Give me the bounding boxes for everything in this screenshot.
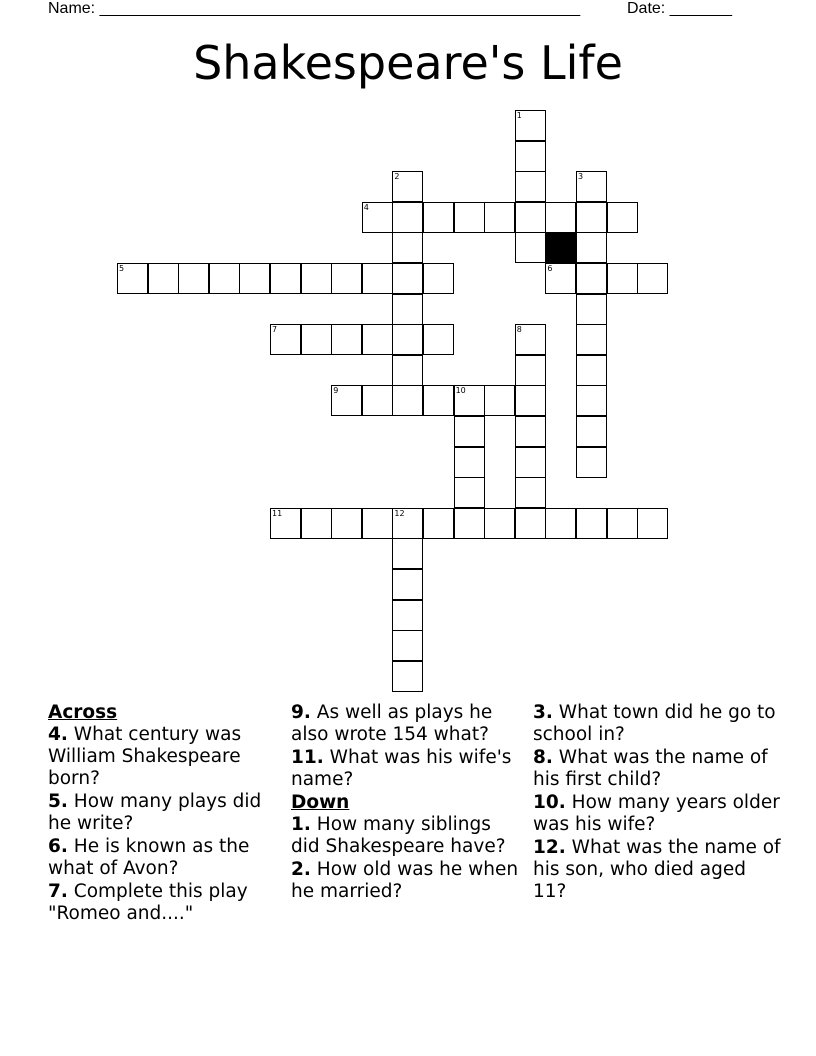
clue-down-3	[533, 702, 783, 746]
crossword-cell[interactable]	[239, 263, 270, 294]
crossword-cell[interactable]	[392, 294, 423, 325]
crossword-cell[interactable]	[392, 263, 423, 294]
clues-column-1	[48, 702, 278, 926]
clue-down-8	[533, 747, 783, 791]
crossword-cell[interactable]	[392, 202, 423, 233]
cell-number: 10	[455, 386, 466, 396]
crossword-cell[interactable]	[270, 508, 301, 539]
crossword-cell[interactable]	[515, 171, 546, 202]
crossword-cell[interactable]	[117, 263, 148, 294]
name-field[interactable]: Name: ______________________________________________________	[48, 0, 581, 17]
crossword-cell[interactable]	[576, 171, 607, 202]
crossword-cell[interactable]	[423, 385, 454, 416]
crossword-cell[interactable]	[392, 232, 423, 263]
clue-number: 8.	[533, 747, 553, 768]
cell-number: 5	[119, 264, 125, 273]
crossword-cell[interactable]	[515, 202, 546, 233]
clue-text: What was the name of his first child?	[533, 747, 768, 790]
crossword-cell[interactable]	[423, 263, 454, 294]
crossword-cell[interactable]	[576, 263, 607, 294]
clue-number: 9.	[291, 702, 311, 723]
crossword-cell[interactable]	[392, 171, 423, 202]
clue-number: 2.	[291, 859, 311, 880]
crossword-cell[interactable]	[607, 263, 638, 294]
clue-across-6	[48, 836, 278, 880]
clues-column-3	[533, 702, 783, 904]
crossword-cell[interactable]	[454, 447, 485, 478]
crossword-cell[interactable]	[423, 324, 454, 355]
crossword-cell[interactable]	[423, 202, 454, 233]
crossword-cell[interactable]	[392, 385, 423, 416]
crossword-cell[interactable]	[178, 263, 209, 294]
cell-number: 7	[272, 325, 278, 335]
crossword-cell[interactable]	[423, 508, 454, 539]
crossword-cell[interactable]	[484, 385, 515, 416]
crossword-cell[interactable]	[545, 508, 576, 539]
crossword-cell[interactable]	[331, 385, 362, 416]
crossword-cell[interactable]	[576, 508, 607, 539]
clue-down-2	[291, 859, 523, 903]
crossword-cell[interactable]	[454, 477, 485, 508]
crossword-cell[interactable]	[362, 324, 393, 355]
crossword-cell[interactable]	[545, 202, 576, 233]
crossword-cell[interactable]	[484, 202, 515, 233]
crossword-cell[interactable]	[454, 416, 485, 447]
crossword-cell[interactable]	[331, 324, 362, 355]
crossword-cell[interactable]	[301, 508, 332, 539]
clue-text: As well as plays he also wrote 154 what?	[291, 702, 493, 745]
crossword-cell[interactable]	[454, 202, 485, 233]
crossword-cell[interactable]	[545, 263, 576, 294]
clues-column-2	[291, 702, 523, 904]
crossword-cell[interactable]	[392, 600, 423, 631]
crossword-cell[interactable]	[270, 263, 301, 294]
clue-across-4	[48, 724, 278, 790]
crossword-cell[interactable]	[515, 416, 546, 447]
crossword-cell[interactable]	[576, 294, 607, 325]
cell-number: 9	[333, 386, 339, 396]
clue-number: 1.	[291, 814, 311, 835]
crossword-cell[interactable]	[392, 538, 423, 569]
crossword-cell[interactable]	[515, 508, 546, 539]
crossword-cell[interactable]	[515, 355, 546, 386]
clue-down-10	[533, 792, 783, 836]
clue-across-5	[48, 791, 278, 835]
date-field[interactable]: Date: _______	[627, 0, 732, 17]
clue-down-1	[291, 814, 523, 858]
clue-down-12	[533, 837, 783, 903]
crossword-cell[interactable]	[301, 324, 332, 355]
crossword-cell[interactable]	[392, 355, 423, 386]
crossword-cell[interactable]	[515, 141, 546, 172]
crossword-cell[interactable]	[576, 324, 607, 355]
crossword-cell[interactable]	[637, 263, 668, 294]
crossword-cell[interactable]	[607, 202, 638, 233]
cell-number: 1	[516, 111, 522, 120]
crossword-cell[interactable]	[209, 263, 240, 294]
cell-number: 4	[363, 202, 369, 212]
crossword-cell[interactable]	[362, 508, 393, 539]
crossword-cell[interactable]	[515, 385, 546, 416]
clue-number: 10.	[533, 792, 566, 813]
crossword-cell[interactable]	[362, 385, 393, 416]
crossword-cell[interactable]	[515, 477, 546, 508]
clue-number: 4.	[48, 724, 68, 745]
crossword-cell[interactable]	[270, 324, 301, 355]
crossword-cell[interactable]	[331, 263, 362, 294]
clue-text: What was the name of his son, who died aged 11?	[533, 837, 781, 902]
crossword-cell[interactable]	[362, 263, 393, 294]
clue-text: How many years older was his wife?	[533, 792, 780, 835]
cell-number: 2	[394, 172, 400, 182]
crossword-cell[interactable]	[392, 630, 423, 661]
crossword-cell[interactable]	[607, 508, 638, 539]
crossword-cell[interactable]	[392, 324, 423, 355]
blocked-cell	[545, 232, 576, 263]
clue-number: 3.	[533, 702, 553, 723]
clue-text: How many plays did he write?	[48, 791, 262, 834]
crossword-cell[interactable]	[576, 202, 607, 233]
cell-number: 6	[547, 264, 553, 273]
crossword-cell[interactable]	[515, 447, 546, 478]
crossword-cell[interactable]	[484, 508, 515, 539]
clue-across-9	[291, 702, 523, 746]
clue-text: Complete this play "Romeo and...."	[48, 881, 248, 924]
clue-text: What town did he go to school in?	[533, 702, 776, 745]
across-heading: Across	[48, 702, 118, 723]
clue-number: 7.	[48, 881, 68, 902]
crossword-cell[interactable]	[454, 385, 485, 416]
crossword-cell[interactable]	[576, 416, 607, 447]
clue-across-7	[48, 881, 278, 925]
clue-text: How old was he when he married?	[291, 859, 519, 902]
crossword-cell[interactable]	[576, 232, 607, 263]
clue-text: He is known as the what of Avon?	[48, 836, 250, 879]
crossword-cell[interactable]	[454, 508, 485, 539]
page-title: Shakespeare's Life	[193, 36, 623, 90]
clue-text: What century was William Shakespeare born?	[48, 724, 242, 789]
crossword-cell[interactable]	[392, 508, 423, 539]
crossword-cell[interactable]	[576, 385, 607, 416]
crossword-cell[interactable]	[576, 355, 607, 386]
crossword-cell[interactable]	[392, 661, 423, 692]
clue-number: 5.	[48, 791, 68, 812]
clue-number: 6.	[48, 836, 68, 857]
crossword-cell[interactable]	[637, 508, 668, 539]
crossword-cell[interactable]	[331, 508, 362, 539]
clue-text: How many siblings did Shakespeare have?	[291, 814, 506, 857]
cell-number: 8	[516, 325, 522, 335]
crossword-cell[interactable]	[515, 232, 546, 263]
cell-number: 12	[394, 508, 405, 518]
crossword-cell[interactable]	[148, 263, 179, 294]
crossword-cell[interactable]	[515, 324, 546, 355]
clue-text: What was his wife's name?	[291, 747, 512, 790]
crossword-cell[interactable]	[301, 263, 332, 294]
crossword-cell[interactable]	[576, 447, 607, 478]
clue-number: 12.	[533, 837, 566, 858]
clue-across-11	[291, 747, 523, 791]
down-heading: Down	[291, 792, 350, 813]
cell-number: 3	[578, 172, 584, 182]
clue-number: 11.	[291, 747, 324, 768]
crossword-cell[interactable]	[362, 202, 393, 233]
cell-number: 11	[272, 508, 283, 518]
crossword-cell[interactable]	[392, 569, 423, 600]
crossword-cell[interactable]	[515, 110, 546, 141]
